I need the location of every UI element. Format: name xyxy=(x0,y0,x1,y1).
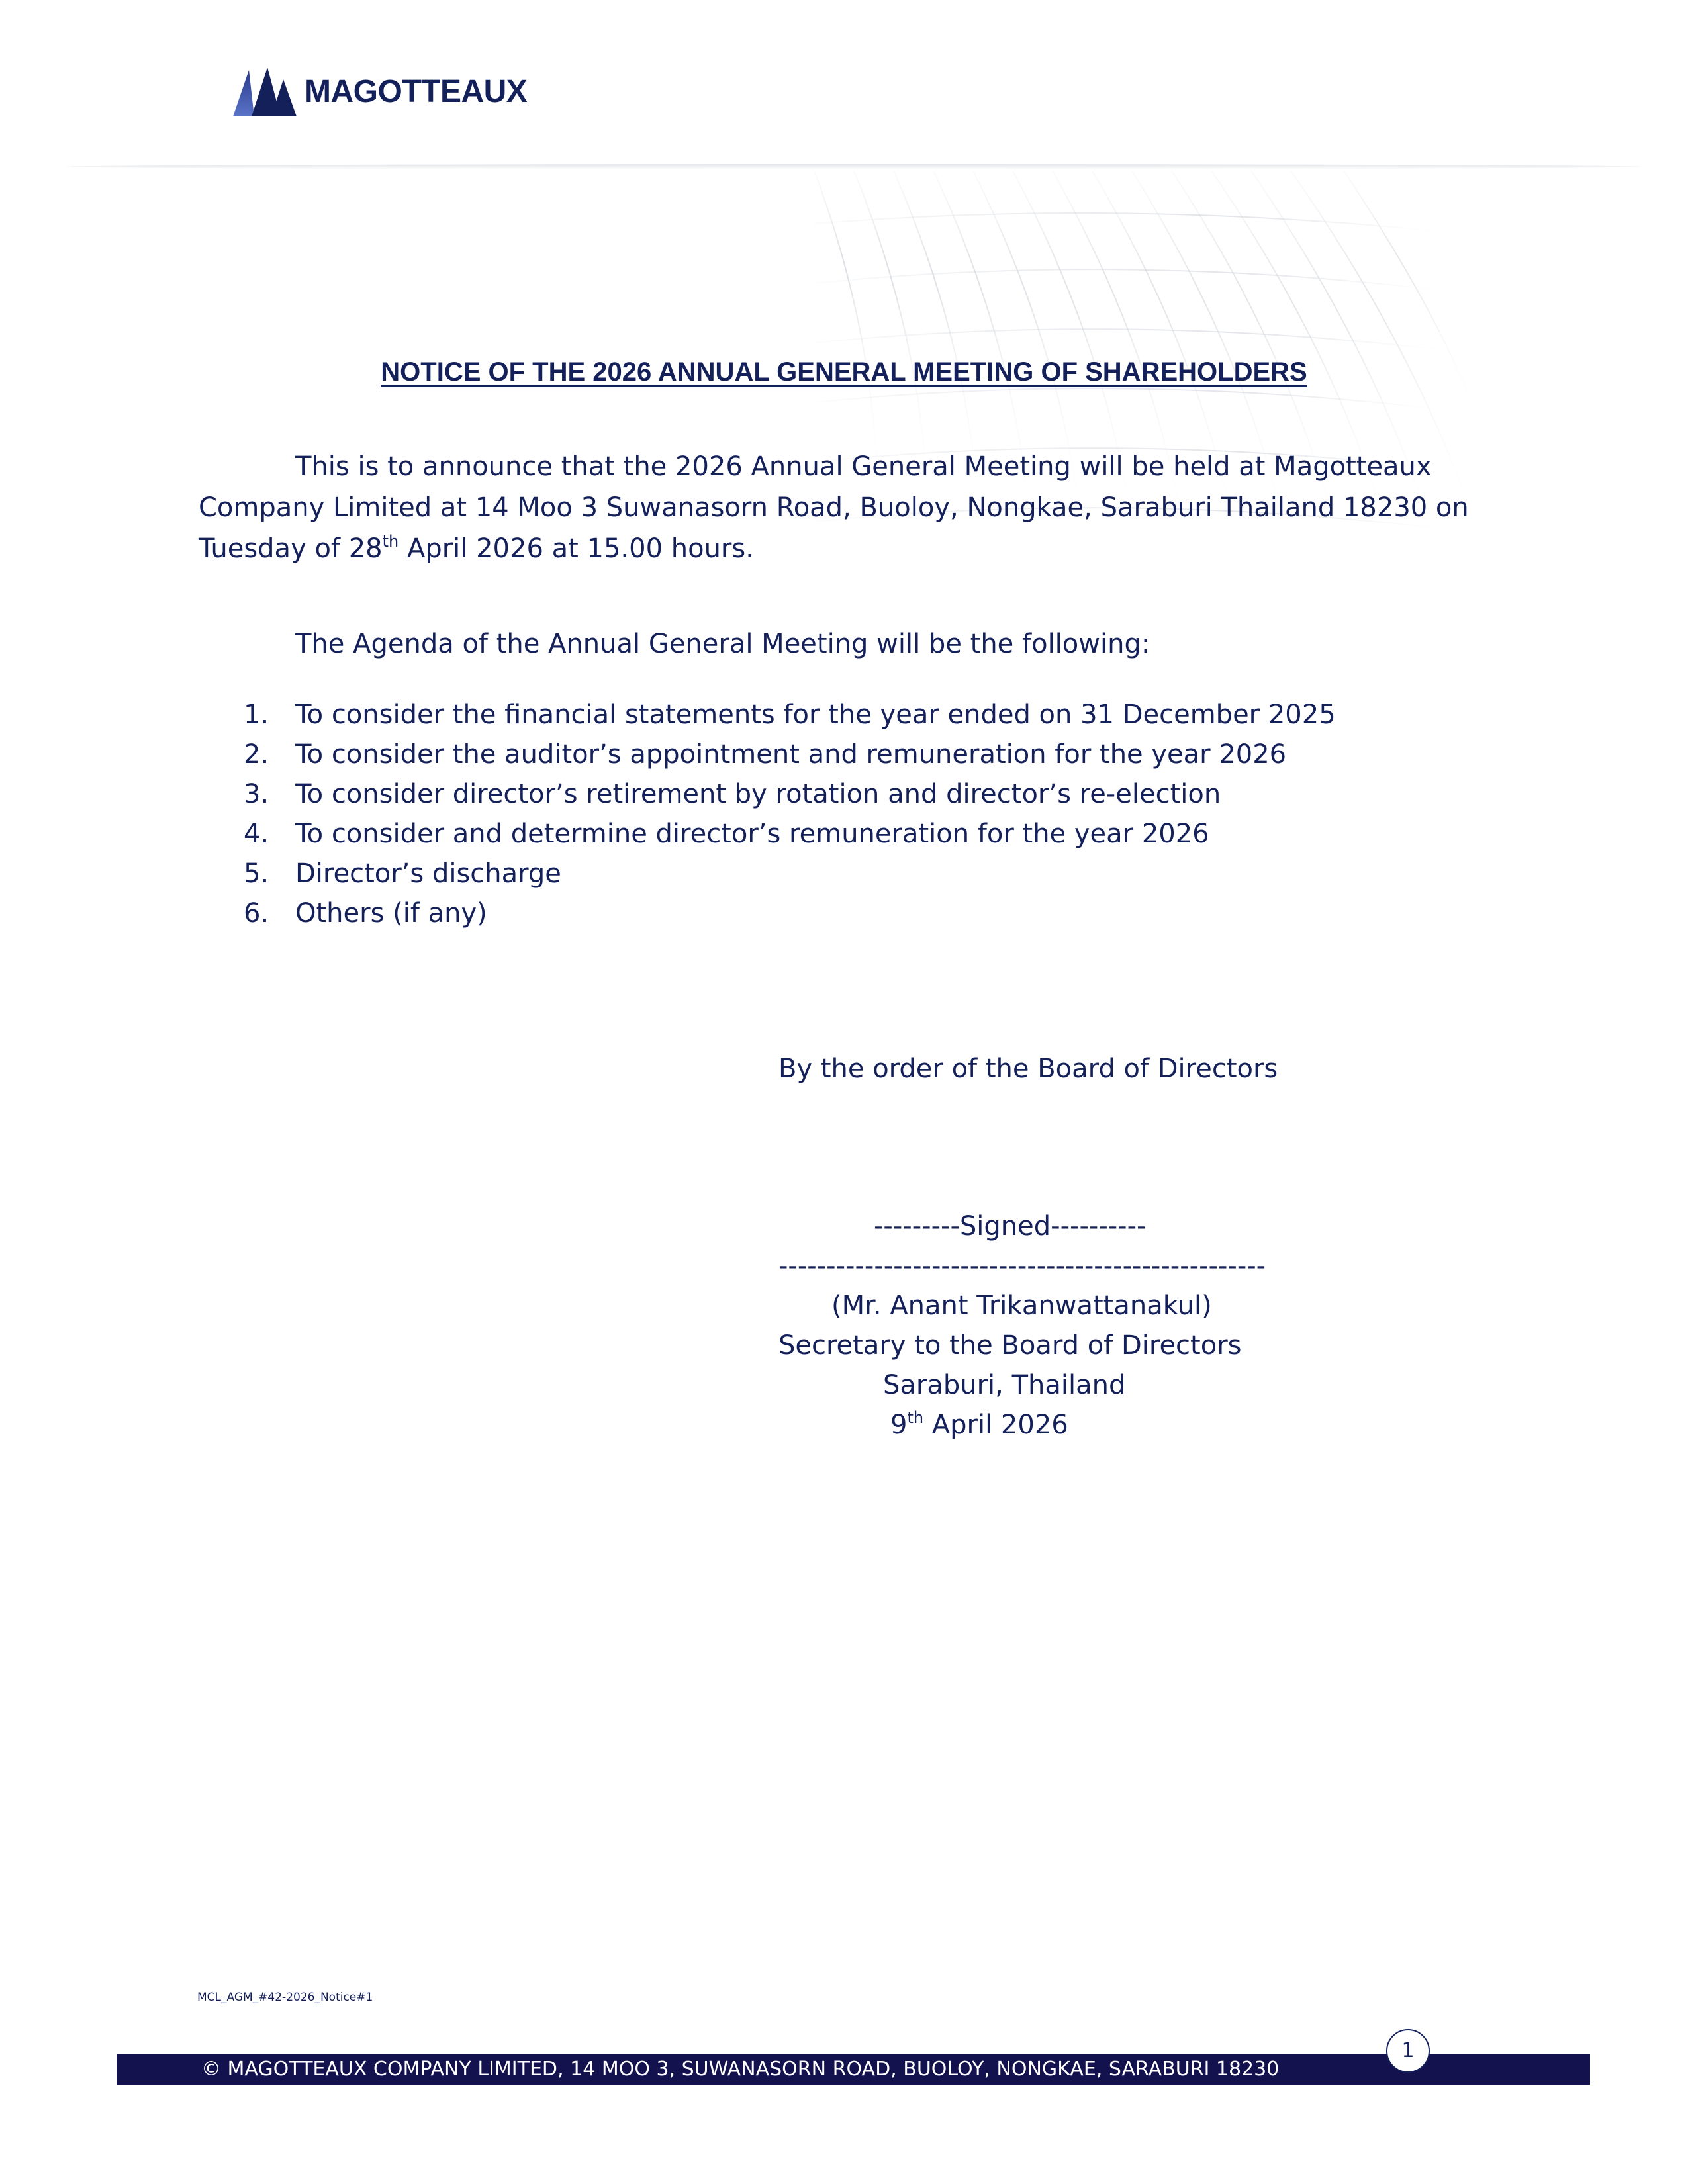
agenda-item-number: 4. xyxy=(244,819,269,849)
agenda-item-text: To consider director’s retirement by rotation and director’s re-election xyxy=(295,779,1221,809)
meeting-date-ordinal: th xyxy=(382,532,399,551)
signature-date-prefix: 9 xyxy=(890,1410,908,1440)
footer-bar xyxy=(117,2054,1590,2085)
agenda-item-text: To consider the auditor’s appointment and remuneration for the year 2026 xyxy=(295,739,1287,770)
notice-title: NOTICE OF THE 2026 ANNUAL GENERAL MEETING OF SHAREHOLDERS xyxy=(381,357,1307,387)
announcement-paragraph xyxy=(199,446,1509,569)
agenda-item-text: Others (if any) xyxy=(295,898,487,929)
agenda-item-number: 3. xyxy=(244,779,269,809)
logo-wordmark: MAGOTTEAUX xyxy=(305,73,528,109)
logo-mark-icon xyxy=(232,65,298,118)
signature-line: --------------------------------------------------- xyxy=(778,1251,1266,1281)
agenda-item-text: To consider and determine director’s remuneration for the year 2026 xyxy=(295,819,1209,849)
agenda-item xyxy=(244,774,1336,814)
agenda-intro: The Agenda of the Annual General Meeting will be the following: xyxy=(295,629,1150,659)
meeting-date-suffix: April 2026 at 15.00 hours. xyxy=(399,533,754,564)
agenda-item xyxy=(244,893,1336,933)
header-divider xyxy=(66,164,1642,169)
signature-date-suffix: April 2026 xyxy=(923,1410,1068,1440)
agenda-item-text: To consider the financial statements for the year ended on 31 December 2025 xyxy=(295,700,1336,730)
footer-copyright: © MAGOTTEAUX COMPANY LIMITED, 14 MOO 3, SUWANASORN ROAD, BUOLOY, NONGKAE, SARABURI 18230 xyxy=(201,2058,1280,2081)
signed-marker: ---------Signed---------- xyxy=(874,1211,1147,1242)
signature-date xyxy=(890,1404,1068,1445)
agenda-item xyxy=(244,695,1336,735)
agenda-item-text: Director’s discharge xyxy=(295,858,561,889)
agenda-item xyxy=(244,854,1336,893)
agenda-item-number: 6. xyxy=(244,898,269,929)
signature-place: Saraburi, Thailand xyxy=(883,1370,1126,1400)
page-number-badge: 1 xyxy=(1386,2029,1430,2073)
announcement-line-3 xyxy=(199,528,1509,569)
board-order-line: By the order of the Board of Directors xyxy=(778,1054,1278,1084)
agenda-list xyxy=(244,695,1336,933)
agenda-item xyxy=(244,814,1336,854)
announcement-line-2: Company Limited at 14 Moo 3 Suwanasorn Road, Buoloy, Nongkae, Saraburi Thailand 18230 on xyxy=(199,492,1469,523)
agenda-item-number: 2. xyxy=(244,739,269,770)
agenda-item-number: 1. xyxy=(244,700,269,730)
agenda-item xyxy=(244,735,1336,774)
agenda-item-number: 5. xyxy=(244,858,269,889)
meeting-date-prefix: Tuesday of 28 xyxy=(199,533,383,564)
signatory-role: Secretary to the Board of Directors xyxy=(778,1330,1242,1361)
announcement-line-1: This is to announce that the 2026 Annual General Meeting will be held at Magotteaux xyxy=(295,451,1432,482)
signature-date-ordinal: th xyxy=(907,1408,924,1427)
company-logo xyxy=(232,65,527,118)
document-reference: MCL_AGM_#42-2026_Notice#1 xyxy=(197,1991,373,2004)
signatory-name: (Mr. Anant Trikanwattanakul) xyxy=(831,1291,1212,1321)
